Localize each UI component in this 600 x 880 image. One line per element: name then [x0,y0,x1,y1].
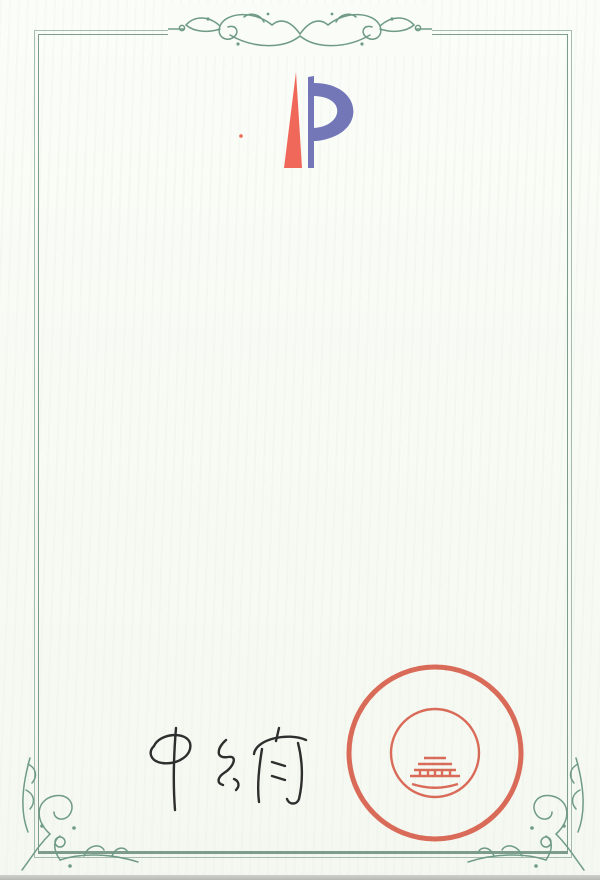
fields-block [56,261,564,317]
scan-edge [0,875,600,880]
ornament-corner-left-icon [14,756,140,874]
ornament-top-icon [168,4,432,56]
qr-code [484,76,558,150]
signature-handwriting [138,722,328,814]
cnipa-logo-icon [233,68,367,172]
national-emblem-icon [391,709,479,797]
official-seal [340,658,530,848]
field-row-grant [56,278,564,301]
